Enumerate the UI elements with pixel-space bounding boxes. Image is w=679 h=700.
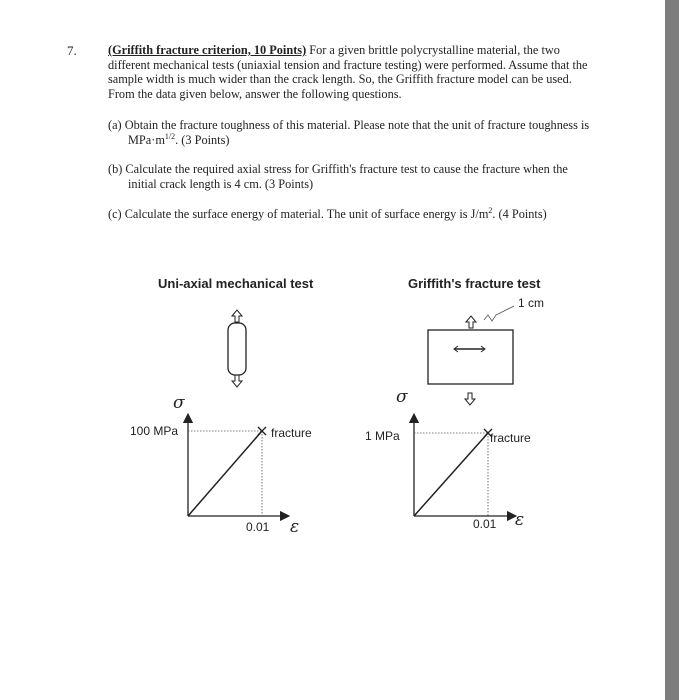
unit-exponent: 1/2 bbox=[164, 131, 176, 141]
stress-label: 1 MPa bbox=[365, 429, 400, 443]
part-label: (c) bbox=[108, 207, 122, 221]
part-text: Obtain the fracture toughness of this material. Please note that the unit of fracture toughness is MPa·m bbox=[124, 118, 590, 147]
sigma-symbol: σ bbox=[396, 387, 408, 407]
part-label: (b) bbox=[108, 162, 123, 176]
epsilon-symbol: ε bbox=[515, 510, 525, 530]
question-number: 7. bbox=[67, 43, 77, 58]
part-label: (a) bbox=[108, 118, 122, 132]
griffith-specimen bbox=[428, 306, 514, 405]
fracture-label: fracture bbox=[490, 431, 531, 445]
question-title: (Griffith fracture criterion, 10 Points) bbox=[108, 43, 307, 57]
crack-length-label: 1 cm bbox=[518, 296, 545, 310]
epsilon-symbol: ε bbox=[290, 517, 300, 537]
fracture-label: fracture bbox=[271, 426, 312, 440]
question-body: For a given brittle polycrystalline material, the two different mechanical tests (uniaxial tension and fracture testing) were performed. Assume that the sample width is much wider than the crack length. So, the Griffith fracture model can be used. From the data given below, answer the following questions. bbox=[108, 43, 588, 101]
part-text-end: . (3 Points) bbox=[175, 132, 230, 147]
uniaxial-specimen bbox=[228, 310, 246, 387]
part-text: Calculate the required axial stress for Griffith's fracture test to cause the fracture when the initial crack length is 4 cm. (3 Points) bbox=[125, 162, 568, 191]
part-text-end: . (4 Points) bbox=[492, 207, 547, 221]
uniaxial-title: Uni-axial mechanical test bbox=[158, 276, 314, 291]
stress-label: 100 MPa bbox=[130, 424, 179, 438]
griffith-title: Griffith's fracture test bbox=[408, 276, 541, 291]
sigma-symbol: σ bbox=[173, 393, 185, 413]
strain-label: 0.01 bbox=[473, 517, 497, 531]
part-text: Calculate the surface energy of material. The unit of surface energy is J/m bbox=[124, 207, 489, 221]
unit-exponent: 2 bbox=[488, 206, 493, 215]
strain-label: 0.01 bbox=[246, 520, 270, 534]
